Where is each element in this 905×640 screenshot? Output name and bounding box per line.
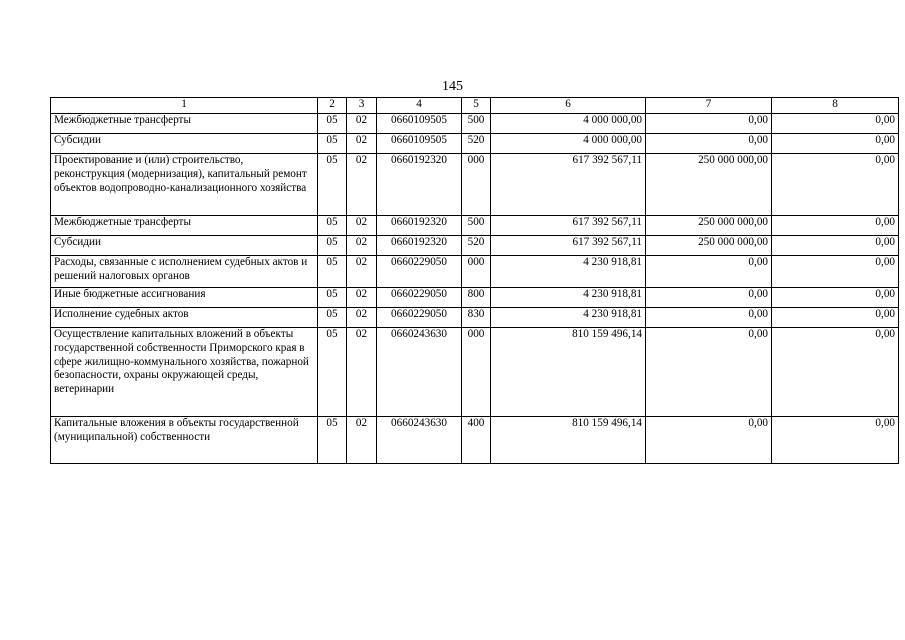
subsection-code: 02 bbox=[347, 154, 377, 216]
subsection-code: 02 bbox=[347, 216, 377, 236]
section-code: 05 bbox=[318, 308, 347, 328]
target-article-code: 0660243630 bbox=[377, 328, 462, 417]
section-code: 05 bbox=[318, 256, 347, 288]
amount-col7: 0,00 bbox=[646, 417, 772, 464]
header-cell: 8 bbox=[772, 98, 899, 114]
expense-type-code: 000 bbox=[462, 256, 491, 288]
amount-col6: 617 392 567,11 bbox=[491, 154, 646, 216]
budget-table bbox=[50, 97, 899, 464]
amount-col8: 0,00 bbox=[772, 288, 899, 308]
section-code: 05 bbox=[318, 134, 347, 154]
expense-type-code: 500 bbox=[462, 114, 491, 134]
table-row bbox=[51, 328, 899, 417]
amount-col7: 250 000 000,00 bbox=[646, 236, 772, 256]
amount-col7: 250 000 000,00 bbox=[646, 154, 772, 216]
amount-col7: 250 000 000,00 bbox=[646, 216, 772, 236]
amount-col8: 0,00 bbox=[772, 236, 899, 256]
amount-col8: 0,00 bbox=[772, 134, 899, 154]
row-name: Исполнение судебных актов bbox=[51, 308, 318, 328]
target-article-code: 0660192320 bbox=[377, 154, 462, 216]
header-cell: 3 bbox=[347, 98, 377, 114]
table-row bbox=[51, 308, 899, 328]
amount-col6: 810 159 496,14 bbox=[491, 328, 646, 417]
expense-type-code: 000 bbox=[462, 328, 491, 417]
target-article-code: 0660192320 bbox=[377, 236, 462, 256]
amount-col6: 617 392 567,11 bbox=[491, 236, 646, 256]
expense-type-code: 500 bbox=[462, 216, 491, 236]
header-cell: 7 bbox=[646, 98, 772, 114]
section-code: 05 bbox=[318, 288, 347, 308]
target-article-code: 0660109505 bbox=[377, 134, 462, 154]
row-name: Субсидии bbox=[51, 134, 318, 154]
table-row bbox=[51, 417, 899, 464]
amount-col7: 0,00 bbox=[646, 134, 772, 154]
header-cell: 4 bbox=[377, 98, 462, 114]
subsection-code: 02 bbox=[347, 417, 377, 464]
amount-col6: 4 230 918,81 bbox=[491, 308, 646, 328]
table-row bbox=[51, 256, 899, 288]
expense-type-code: 520 bbox=[462, 236, 491, 256]
target-article-code: 0660192320 bbox=[377, 216, 462, 236]
header-cell: 6 bbox=[491, 98, 646, 114]
amount-col8: 0,00 bbox=[772, 417, 899, 464]
table-row bbox=[51, 114, 899, 134]
row-name: Капитальные вложения в объекты государственной (муниципальной) собственности bbox=[51, 417, 318, 464]
target-article-code: 0660229050 bbox=[377, 308, 462, 328]
subsection-code: 02 bbox=[347, 308, 377, 328]
amount-col6: 617 392 567,11 bbox=[491, 216, 646, 236]
target-article-code: 0660229050 bbox=[377, 256, 462, 288]
expense-type-code: 800 bbox=[462, 288, 491, 308]
table-row bbox=[51, 236, 899, 256]
table-row bbox=[51, 134, 899, 154]
section-code: 05 bbox=[318, 154, 347, 216]
expense-type-code: 400 bbox=[462, 417, 491, 464]
amount-col8: 0,00 bbox=[772, 308, 899, 328]
table-row bbox=[51, 216, 899, 236]
page-number: 145 bbox=[442, 79, 463, 94]
subsection-code: 02 bbox=[347, 328, 377, 417]
amount-col8: 0,00 bbox=[772, 216, 899, 236]
expense-type-code: 830 bbox=[462, 308, 491, 328]
target-article-code: 0660109505 bbox=[377, 114, 462, 134]
subsection-code: 02 bbox=[347, 134, 377, 154]
row-name: Расходы, связанные с исполнением судебных актов и решений налоговых органов bbox=[51, 256, 318, 288]
target-article-code: 0660229050 bbox=[377, 288, 462, 308]
row-name: Межбюджетные трансферты bbox=[51, 114, 318, 134]
amount-col7: 0,00 bbox=[646, 256, 772, 288]
section-code: 05 bbox=[318, 417, 347, 464]
amount-col8: 0,00 bbox=[772, 114, 899, 134]
table-row bbox=[51, 288, 899, 308]
section-code: 05 bbox=[318, 328, 347, 417]
amount-col7: 0,00 bbox=[646, 328, 772, 417]
header-cell: 1 bbox=[51, 98, 318, 114]
expense-type-code: 520 bbox=[462, 134, 491, 154]
section-code: 05 bbox=[318, 236, 347, 256]
amount-col6: 4 000 000,00 bbox=[491, 114, 646, 134]
target-article-code: 0660243630 bbox=[377, 417, 462, 464]
amount-col6: 810 159 496,14 bbox=[491, 417, 646, 464]
subsection-code: 02 bbox=[347, 236, 377, 256]
subsection-code: 02 bbox=[347, 288, 377, 308]
amount-col6: 4 230 918,81 bbox=[491, 288, 646, 308]
amount-col6: 4 230 918,81 bbox=[491, 256, 646, 288]
header-cell: 5 bbox=[462, 98, 491, 114]
row-name: Проектирование и (или) строительство, реконструкция (модернизация), капитальный ремонт объектов водопроводно-канализационного хозяйства bbox=[51, 154, 318, 216]
amount-col7: 0,00 bbox=[646, 308, 772, 328]
amount-col7: 0,00 bbox=[646, 114, 772, 134]
row-name: Иные бюджетные ассигнования bbox=[51, 288, 318, 308]
amount-col8: 0,00 bbox=[772, 256, 899, 288]
amount-col7: 0,00 bbox=[646, 288, 772, 308]
row-name: Субсидии bbox=[51, 236, 318, 256]
header-row bbox=[51, 98, 899, 114]
expense-type-code: 000 bbox=[462, 154, 491, 216]
subsection-code: 02 bbox=[347, 256, 377, 288]
amount-col8: 0,00 bbox=[772, 154, 899, 216]
section-code: 05 bbox=[318, 114, 347, 134]
header-cell: 2 bbox=[318, 98, 347, 114]
amount-col6: 4 000 000,00 bbox=[491, 134, 646, 154]
subsection-code: 02 bbox=[347, 114, 377, 134]
table-row bbox=[51, 154, 899, 216]
amount-col8: 0,00 bbox=[772, 328, 899, 417]
row-name: Межбюджетные трансферты bbox=[51, 216, 318, 236]
section-code: 05 bbox=[318, 216, 347, 236]
row-name: Осуществление капитальных вложений в объекты государственной собственности Приморского края в сфере жилищно-коммунального хозяйства, пожарной безопасности, охраны окружающей среды, ветеринарии bbox=[51, 328, 318, 417]
